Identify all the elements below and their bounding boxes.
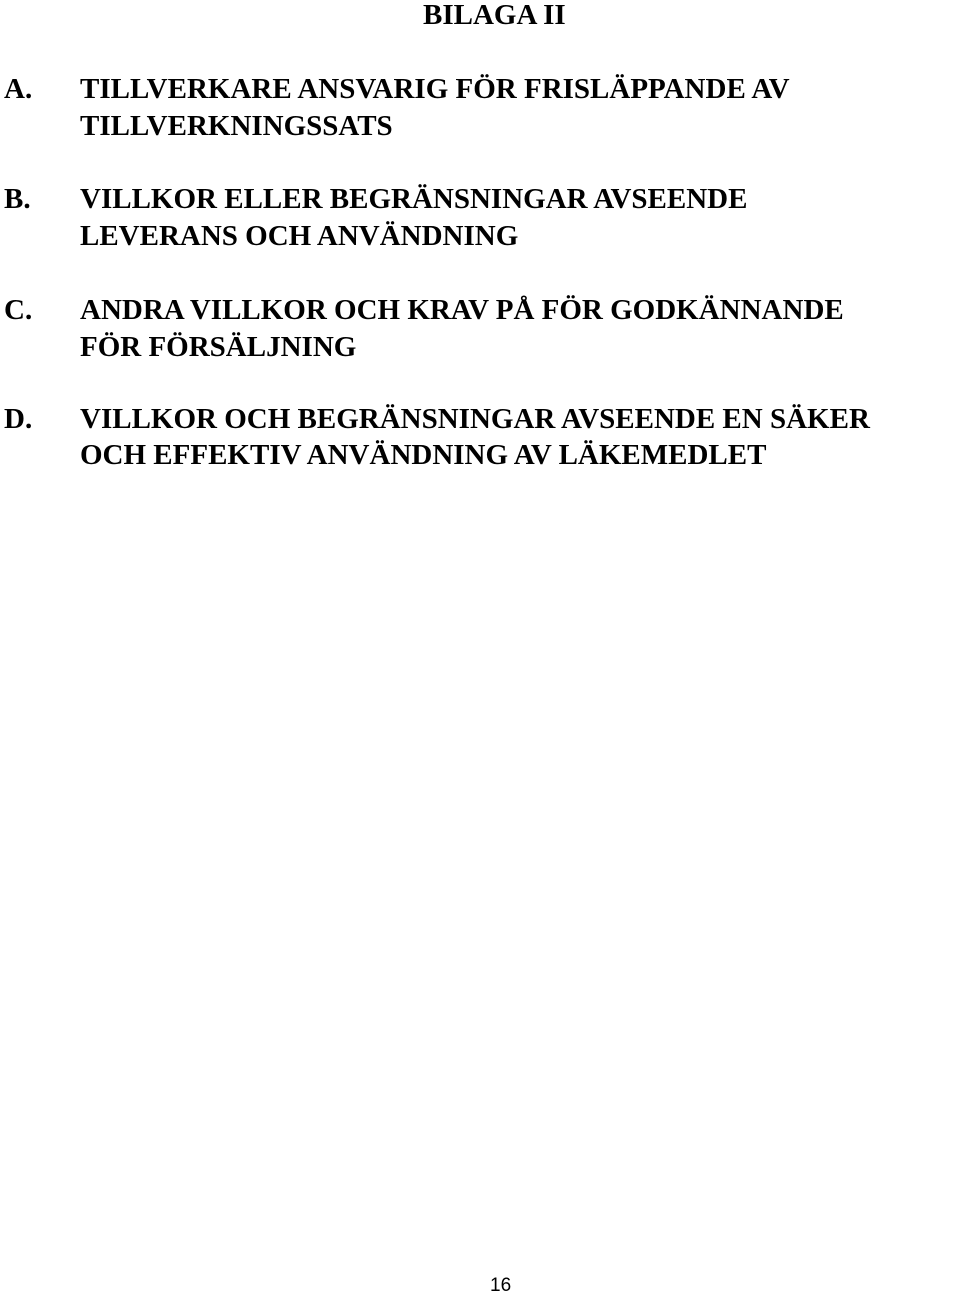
section-letter: C.: [4, 294, 33, 326]
section-letter: D.: [4, 403, 33, 435]
section-title: VILLKOR ELLER BEGRÄNSNINGAR AVSEENDE LEVERANS OCH ANVÄNDNING: [80, 183, 748, 252]
page-number: 16: [490, 1275, 512, 1296]
section-letter: B.: [4, 183, 31, 215]
section-title: ANDRA VILLKOR OCH KRAV PÅ FÖR GODKÄNNANDE FÖR FÖRSÄLJNING: [80, 294, 844, 363]
section-title: TILLVERKARE ANSVARIG FÖR FRISLÄPPANDE AV TILLVERKNINGSSATS: [80, 73, 790, 142]
page-heading: BILAGA II: [423, 0, 566, 31]
section-letter: A.: [4, 73, 33, 105]
section-title: VILLKOR OCH BEGRÄNSNINGAR AVSEENDE EN SÄKER OCH EFFEKTIV ANVÄNDNING AV LÄKEMEDLET: [80, 403, 870, 471]
